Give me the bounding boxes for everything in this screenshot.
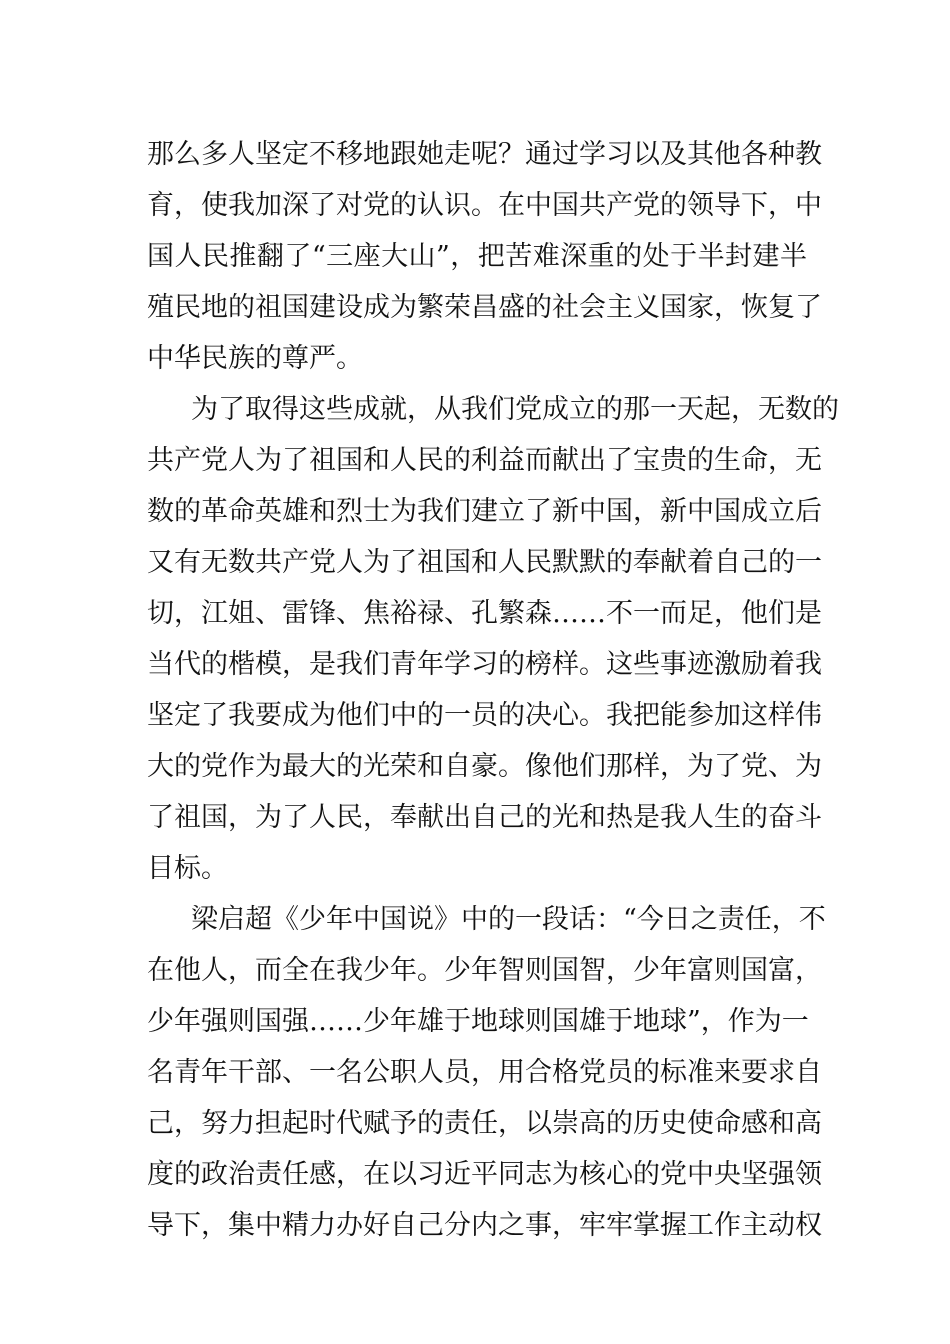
text-line: 数的革命英雄和烈士为我们建立了新中国，新中国成立后 [147,496,822,527]
text-line: 导下，集中精力办好自己分内之事，牢牢掌握工作主动权 [147,1210,822,1241]
text-line: 在他人，而全在我少年。少年智则国智，少年富则国富， [147,955,822,986]
text-line: 切，江姐、雷锋、焦裕禄、孔繁森……不一而足，他们是 [147,598,822,629]
text-line: 共产党人为了祖国和人民的利益而献出了宝贵的生命，无 [147,445,822,476]
text-line: 度的政治责任感，在以习近平同志为核心的党中央坚强领 [147,1159,822,1190]
text-line: 坚定了我要成为他们中的一员的决心。我把能参加这样伟 [147,700,822,731]
paragraph-first-line: 梁启超《少年中国说》中的一段话：“今日之责任，不 [191,904,826,935]
text-line: 己，努力担起时代赋予的责任，以崇高的历史使命感和高 [147,1108,822,1139]
text-line: 目标。 [147,853,228,884]
text-line: 国人民推翻了“三座大山”，把苦难深重的处于半封建半 [147,241,807,272]
text-line: 殖民地的祖国建设成为繁荣昌盛的社会主义国家，恢复了 [147,292,822,323]
body-text [147,129,839,1251]
text-line: 那么多人坚定不移地跟她走呢？通过学习以及其他各种教 [147,139,822,170]
text-line: 又有无数共产党人为了祖国和人民默默的奉献着自己的一 [147,547,822,578]
text-line: 名青年干部、一名公职人员，用合格党员的标准来要求自 [147,1057,822,1088]
text-line: 育，使我加深了对党的认识。在中国共产党的领导下，中 [147,190,822,221]
text-line: 中华民族的尊严。 [147,343,363,374]
text-line: 大的党作为最大的光荣和自豪。像他们那样，为了党、为 [147,751,822,782]
paragraph-first-line: 为了取得这些成就，从我们党成立的那一天起，无数的 [191,394,839,425]
text-line: 少年强则国强……少年雄于地球则国雄于地球”，作为一 [147,1006,809,1037]
text-line: 了祖国，为了人民，奉献出自己的光和热是我人生的奋斗 [147,802,822,833]
text-line: 当代的楷模，是我们青年学习的榜样。这些事迹激励着我 [147,649,822,680]
